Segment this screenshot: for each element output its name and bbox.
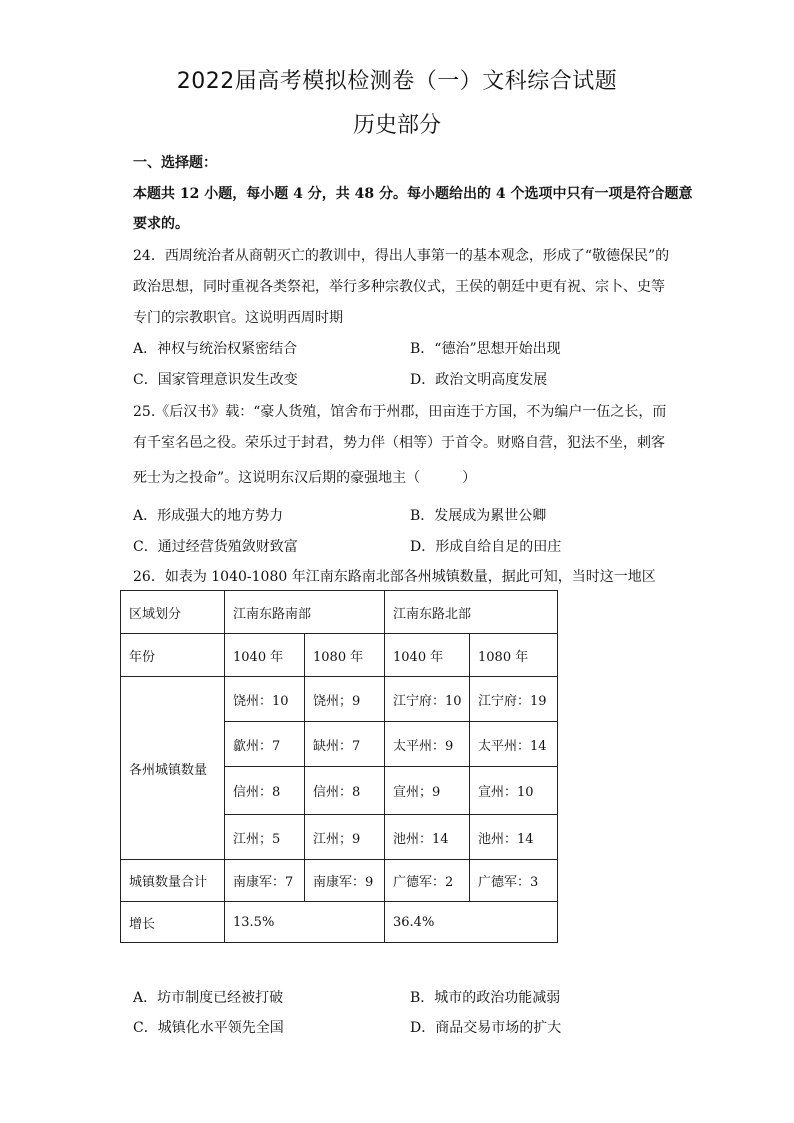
q24-stem-line2: 政治思想，同时重视各类祭祀，举行多种宗教仪式，王侯的朝廷中更有祝、宗卜、史等 [133, 279, 665, 295]
table-cell: 缺州：7 [305, 722, 385, 767]
table-cell-growth-label: 增长 [121, 902, 225, 943]
table-cell: 太平州：9 [385, 722, 470, 767]
q25-option-a[interactable]: A．形成强大的地方势力 [133, 508, 284, 524]
table-cell: 江州；9 [305, 815, 385, 860]
q25-stem-line3: 死士为之投命”。这说明东汉后期的豪强地主（ ） [133, 470, 477, 486]
table-cell-north: 江南东路北部 [385, 591, 558, 634]
table-cell-count-label: 各州城镇数量 [121, 677, 225, 860]
city-count-table [120, 590, 558, 943]
table-cell-year-label: 年份 [121, 634, 225, 677]
table-cell: 江州；5 [225, 815, 305, 860]
section-instruction-line1: 本题共 12 小题，每小题 4 分，共 48 分。每小题给出的 4 个选项中只有一项是符合题意 [133, 186, 693, 202]
table-row [121, 902, 558, 943]
table-cell: 广德军：3 [470, 860, 558, 902]
table-row [121, 677, 558, 722]
section-heading: 一、选择题： [133, 155, 217, 171]
table-cell: 宣州；9 [385, 767, 470, 815]
table-cell-growth-south: 13.5% [225, 902, 385, 943]
table-cell-year: 1080 年 [470, 634, 558, 677]
table-cell: 广德军：2 [385, 860, 470, 902]
table-cell-total-label: 城镇数量合计 [121, 860, 225, 902]
table-cell: 池州：14 [470, 815, 558, 860]
q24-option-d[interactable]: D．政治文明高度发展 [410, 372, 548, 388]
q26-stem-line1: 26．如表为 1040-1080 年江南东路南北部各州城镇数量，据此可知，当时这一地区 [133, 569, 656, 585]
exam-subtitle: 历史部分 [352, 113, 441, 138]
q26-option-b[interactable]: B．城市的政治功能减弱 [410, 990, 561, 1006]
table-cell: 南康军：9 [305, 860, 385, 902]
table-row [121, 634, 558, 677]
table-cell-south: 江南东路南部 [225, 591, 385, 634]
q24-stem-line1: 24．西周统治者从商朝灭亡的教训中，得出人事第一的基本观念，形成了“敬德保民”的 [133, 248, 670, 264]
table-cell: 信州：8 [225, 767, 305, 815]
table-cell-region-label: 区域划分 [121, 591, 225, 634]
q24-option-b[interactable]: B．“德治”思想开始出现 [410, 341, 561, 357]
q25-stem-line2: 有千室名邑之役。荣乐过于封君，势力伴（相等）于首令。财赂自营，犯法不坐，刺客 [133, 435, 665, 451]
q25-option-c[interactable]: C．通过经营货殖敛财致富 [133, 539, 298, 555]
table-cell: 南康军：7 [225, 860, 305, 902]
q26-option-a[interactable]: A．坊市制度已经被打破 [133, 990, 284, 1006]
q26-option-c[interactable]: C．城镇化水平领先全国 [133, 1020, 284, 1036]
table-row [121, 591, 558, 634]
table-cell: 饶州：10 [225, 677, 305, 722]
q24-option-c[interactable]: C．国家管理意识发生改变 [133, 372, 298, 388]
table-cell: 信州：8 [305, 767, 385, 815]
exam-title: 2022届高考模拟检测卷（一）文科综合试题 [176, 69, 618, 94]
section-instruction-line2: 要求的。 [133, 216, 189, 232]
table-cell-year: 1040 年 [385, 634, 470, 677]
q25-option-b[interactable]: B．发展成为累世公卿 [410, 508, 547, 524]
q25-stem-line1: 25.《后汉书》载：“豪人货殖，馆舍布于州郡，田亩连于方国，不为编户一伍之长，而 [133, 404, 667, 420]
table-cell: 江宁府：10 [385, 677, 470, 722]
table-cell: 江宁府：19 [470, 677, 558, 722]
table-cell: 歙州：7 [225, 722, 305, 767]
q24-option-a[interactable]: A．神权与统治权紧密结合 [133, 341, 298, 357]
table-cell: 宣州：10 [470, 767, 558, 815]
table-cell-year: 1040 年 [225, 634, 305, 677]
q25-option-d[interactable]: D．形成自给自足的田庄 [410, 539, 562, 555]
table-row [121, 860, 558, 902]
q24-stem-line3: 专门的宗教职官。这说明西周时期 [133, 310, 343, 326]
q26-option-d[interactable]: D．商品交易市场的扩大 [410, 1020, 562, 1036]
table-cell: 饶州；9 [305, 677, 385, 722]
table-cell: 池州：14 [385, 815, 470, 860]
table-cell-growth-north: 36.4% [385, 902, 558, 943]
table-cell-year: 1080 年 [305, 634, 385, 677]
table-cell: 太平州：14 [470, 722, 558, 767]
